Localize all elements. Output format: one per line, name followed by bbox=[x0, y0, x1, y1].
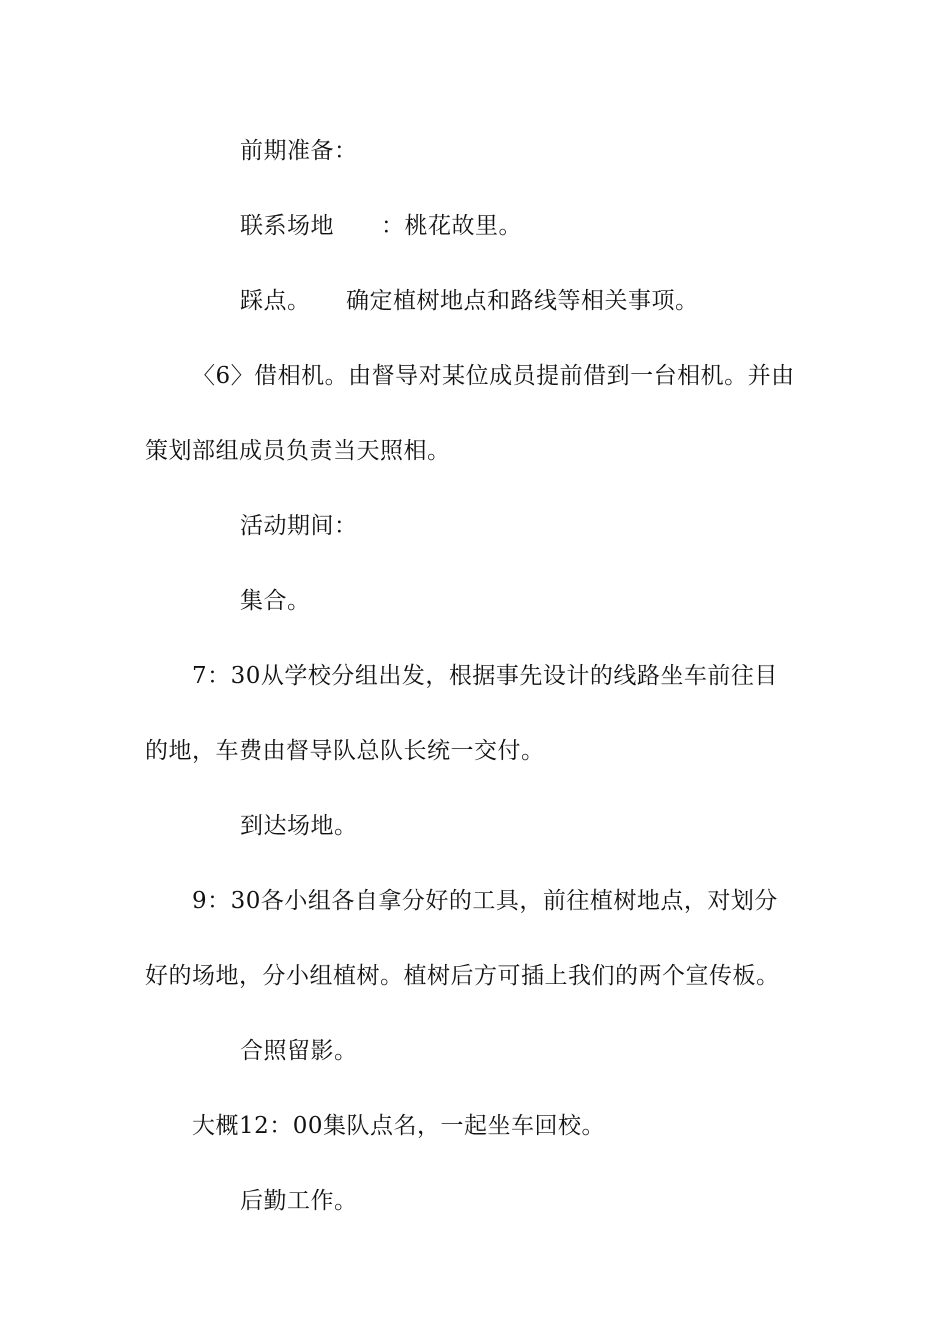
text-line-arrive: 到达场地。 bbox=[240, 813, 358, 839]
text-line-borrow-camera: 〈6〉借相机。由督导对某位成员提前借到一台相机。并由 bbox=[192, 363, 795, 389]
text-line-planting: 好的场地，分小组植树。植树后方可插上我们的两个宣传板。 bbox=[145, 963, 780, 989]
text-line-return: 大概12：00集队点名，一起坐车回校。 bbox=[192, 1113, 606, 1139]
text-line-depart: 7：30从学校分组出发，根据事先设计的线路坐车前往目 bbox=[192, 663, 778, 689]
text-line-contact-venue: 联系场地 ：桃花故里。 bbox=[240, 213, 522, 239]
text-line-tools: 9：30各小组各自拿分好的工具，前往植树地点，对划分 bbox=[192, 888, 778, 914]
text-line-site-visit: 踩点。 确定植树地点和路线等相关事项。 bbox=[240, 288, 699, 314]
text-line-assemble: 集合。 bbox=[240, 588, 311, 614]
text-line-photographer: 策划部组成员负责当天照相。 bbox=[145, 438, 451, 464]
text-line-fare: 的地，车费由督导队总队长统一交付。 bbox=[145, 738, 545, 764]
text-line-logistics: 后勤工作。 bbox=[240, 1188, 358, 1214]
text-line-preparation-heading: 前期准备： bbox=[240, 138, 358, 164]
text-line-group-photo: 合照留影。 bbox=[240, 1038, 358, 1064]
text-line-activity-heading: 活动期间： bbox=[240, 513, 358, 539]
